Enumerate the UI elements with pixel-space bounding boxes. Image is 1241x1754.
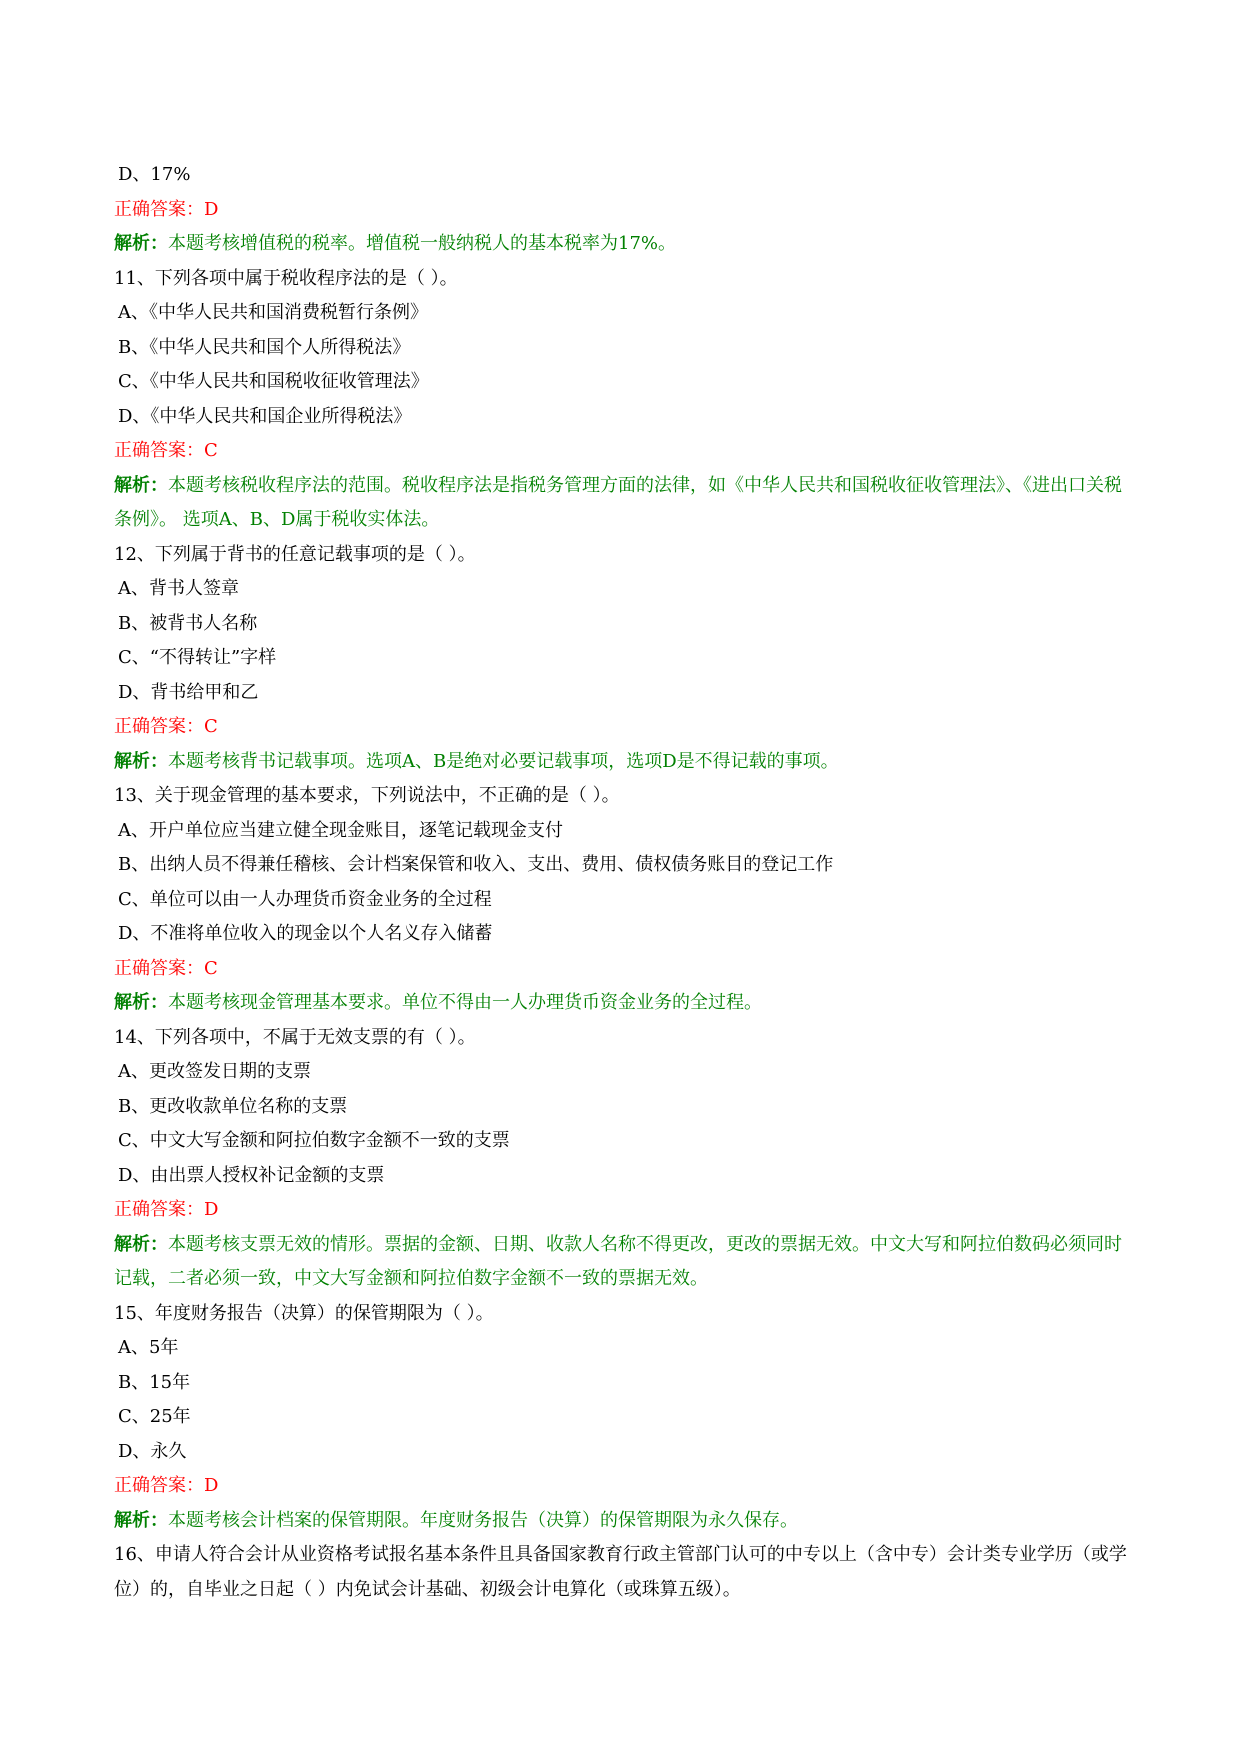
option-d: D、由出票人授权补记金额的支票 [118, 1164, 385, 1186]
analysis-label: 解析： [114, 750, 168, 772]
analysis-label: 解析： [114, 992, 168, 1013]
option-a: A、开户单位应当建立健全现金账目，逐笔记载现金支付 [118, 819, 563, 841]
analysis [114, 227, 1134, 262]
analysis-text: 本题考核会计档案的保管期限。年度财务报告（决算）的保管期限为永久保存。 [168, 1509, 798, 1531]
document-page [114, 158, 1134, 1607]
option-c: C、单位可以由一人办理货币资金业务的全过程 [118, 888, 492, 910]
correct-answer: 正确答案：D [114, 1475, 219, 1496]
analysis-label: 解析： [114, 1233, 168, 1255]
question-11: 11、下列各项中属于税收程序法的是（ ）。 [114, 267, 458, 289]
option-b: B、《中华人民共和国个人所得税法》 [118, 336, 411, 358]
option-a: A、5年 [118, 1337, 179, 1358]
option-d: D、17% [118, 164, 191, 185]
question-16: 16、申请人符合会计从业资格考试报名基本条件且具备国家教育行政主管部门认可的中专以上（含中专）会计类专业学历（或学位）的，自毕业之日起（ ）内免试会计基础、初级会计电算化（或珠算五级）。 [114, 1544, 1127, 1600]
analysis-text: 本题考核支票无效的情形。票据的金额、日期、收款人名称不得更改，更改的票据无效。中文大写和阿拉伯数码必须同时记载，二者必须一致，中文大写金额和阿拉伯数字金额不一致的票据无效。 [114, 1233, 1122, 1289]
analysis-text: 本题考核现金管理基本要求。单位不得由一人办理货币资金业务的全过程。 [168, 992, 762, 1013]
option-c: C、25年 [118, 1406, 191, 1427]
option-b: B、15年 [118, 1371, 191, 1393]
option-a: A、《中华人民共和国消费税暂行条例》 [118, 302, 428, 323]
option-c: C、《中华人民共和国税收征收管理法》 [118, 371, 429, 392]
option-c: C、中文大写金额和阿拉伯数字金额不一致的支票 [118, 1130, 510, 1151]
option-b: B、更改收款单位名称的支票 [118, 1095, 348, 1117]
question-12: 12、下列属于背书的任意记载事项的是（ ）。 [114, 543, 476, 565]
option-d: D、不准将单位收入的现金以个人名义存入储蓄 [118, 923, 493, 944]
correct-answer: 正确答案：C [114, 957, 218, 979]
analysis [114, 1504, 1134, 1539]
option-b: B、被背书人名称 [118, 612, 258, 634]
correct-answer: 正确答案：C [114, 440, 218, 461]
analysis [114, 986, 1134, 1021]
option-d: D、《中华人民共和国企业所得税法》 [118, 405, 412, 427]
analysis-label: 解析： [114, 474, 168, 496]
question-15: 15、年度财务报告（决算）的保管期限为（ ）。 [114, 1302, 494, 1324]
question-14: 14、下列各项中，不属于无效支票的有（ ）。 [114, 1026, 476, 1048]
analysis [114, 469, 1134, 538]
option-d: D、背书给甲和乙 [118, 681, 259, 703]
correct-answer: 正确答案：D [114, 198, 219, 220]
option-a: A、背书人签章 [118, 578, 239, 599]
option-c: C、“不得转让”字样 [118, 647, 277, 668]
option-b: B、出纳人员不得兼任稽核、会计档案保管和收入、支出、费用、债权债务账目的登记工作 [118, 854, 834, 875]
option-d: D、永久 [118, 1440, 187, 1462]
analysis-text: 本题考核增值税的税率。增值税一般纳税人的基本税率为17%。 [168, 233, 677, 254]
analysis-label: 解析： [114, 1509, 168, 1531]
option-a: A、更改签发日期的支票 [118, 1061, 311, 1082]
analysis [114, 745, 1134, 780]
correct-answer: 正确答案：C [114, 716, 218, 737]
analysis [114, 1228, 1134, 1297]
correct-answer: 正确答案：D [114, 1199, 219, 1220]
analysis-text: 本题考核税收程序法的范围。税收程序法是指税务管理方面的法律，如《中华人民共和国税收征收管理法》、《进出口关税条例》。 选项A、B、D属于税收实体法。 [114, 474, 1122, 530]
question-13: 13、关于现金管理的基本要求，下列说法中，不正确的是（ ）。 [114, 785, 620, 806]
analysis-label: 解析： [114, 233, 168, 254]
analysis-text: 本题考核背书记载事项。选项A、B是绝对必要记载事项，选项D是不得记载的事项。 [168, 750, 839, 772]
